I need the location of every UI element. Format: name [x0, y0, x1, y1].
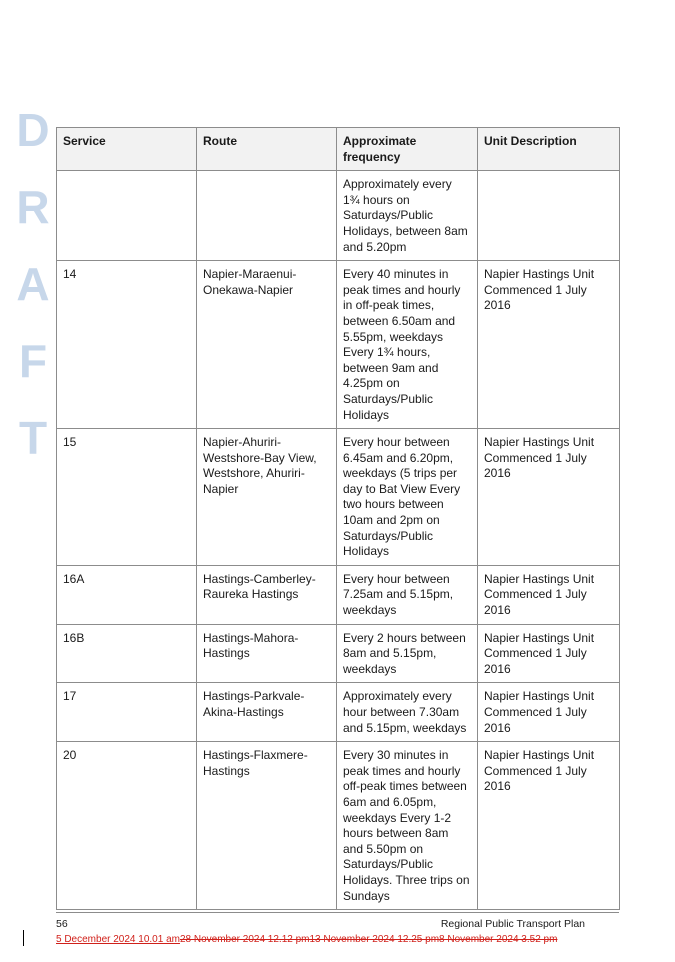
cell-route: Hastings-Flaxmere-Hastings [197, 742, 337, 910]
cell-unit-description: Napier Hastings Unit Commenced 1 July 2016 [478, 261, 620, 429]
cell-route: Napier-Ahuriri-Westshore-Bay View, Westshore, Ahuriri-Napier [197, 429, 337, 566]
cell-unit-description: Napier Hastings Unit Commenced 1 July 2016 [478, 742, 620, 910]
table-row [57, 565, 620, 624]
table-row [57, 683, 620, 742]
table-row [57, 171, 620, 261]
cell-service: 14 [57, 261, 197, 429]
cell-frequency: Every 30 minutes in peak times and hourly off-peak times between 6am and 6.05pm, weekdays Every 1-2 hours between 8am and 5.50pm on Saturdays/Public Holidays. Three trips on Sundays [337, 742, 478, 910]
revision-stamp [56, 934, 557, 945]
header-frequency: Approximate frequency [337, 128, 478, 171]
cell-route: Hastings-Mahora-Hastings [197, 624, 337, 683]
cell-service: 15 [57, 429, 197, 566]
revision-struck: 28 November 2024 12.12 pm13 November 2024 12.25 pm8 November 2024 3.52 pm [179, 934, 558, 945]
cell-unit-description: Napier Hastings Unit Commenced 1 July 2016 [478, 624, 620, 683]
table-row [57, 742, 620, 910]
cell-unit-description: Napier Hastings Unit Commenced 1 July 2016 [478, 429, 620, 566]
cell-service: 16B [57, 624, 197, 683]
draft-watermark [12, 92, 54, 477]
document-title: Regional Public Transport Plan [440, 918, 585, 930]
watermark-letter: T [18, 412, 48, 464]
watermark-letter: D [16, 104, 50, 156]
header-route: Route [197, 128, 337, 171]
bus-services-table [56, 127, 620, 910]
cell-service: 17 [57, 683, 197, 742]
cell-frequency: Every 40 minutes in peak times and hourly in off-peak times, between 6.50am and 5.55pm, weekdays Every 1¾ hours, between 9am and 4.25pm on Saturdays/Public Holidays [337, 261, 478, 429]
header-unit-description: Unit Description [478, 128, 620, 171]
page-number: 56 [56, 918, 68, 930]
cell-service [57, 171, 197, 261]
table-row [57, 429, 620, 566]
cell-route: Hastings-Parkvale-Akina-Hastings [197, 683, 337, 742]
table-header-row [57, 128, 620, 171]
watermark-letter: F [18, 335, 48, 387]
cell-frequency: Every hour between 7.25am and 5.15pm, weekdays [337, 565, 478, 624]
cell-route: Hastings-Camberley-Raureka Hastings [197, 565, 337, 624]
cell-route [197, 171, 337, 261]
cell-frequency: Every hour between 6.45am and 6.20pm, weekdays (5 trips per day to Bat View Every two hours between 10am and 2pm on Saturdays/Public Holidays [337, 429, 478, 566]
cell-frequency: Approximately every hour between 7.30am and 5.15pm, weekdays [337, 683, 478, 742]
footer-divider [56, 912, 619, 913]
cell-unit-description [478, 171, 620, 261]
cell-route: Napier-Maraenui-Onekawa-Napier [197, 261, 337, 429]
watermark-letter: R [16, 181, 50, 233]
cell-service: 16A [57, 565, 197, 624]
table-row [57, 261, 620, 429]
change-bar [23, 930, 24, 946]
cell-service: 20 [57, 742, 197, 910]
watermark-letter: A [16, 258, 50, 310]
revision-current: 5 December 2024 10.01 am [56, 934, 180, 945]
table-row [57, 624, 620, 683]
cell-frequency: Approximately every 1¾ hours on Saturdays/Public Holidays, between 8am and 5.20pm [337, 171, 478, 261]
cell-unit-description: Napier Hastings Unit Commenced 1 July 2016 [478, 565, 620, 624]
header-service: Service [57, 128, 197, 171]
cell-frequency: Every 2 hours between 8am and 5.15pm, weekdays [337, 624, 478, 683]
cell-unit-description: Napier Hastings Unit Commenced 1 July 2016 [478, 683, 620, 742]
